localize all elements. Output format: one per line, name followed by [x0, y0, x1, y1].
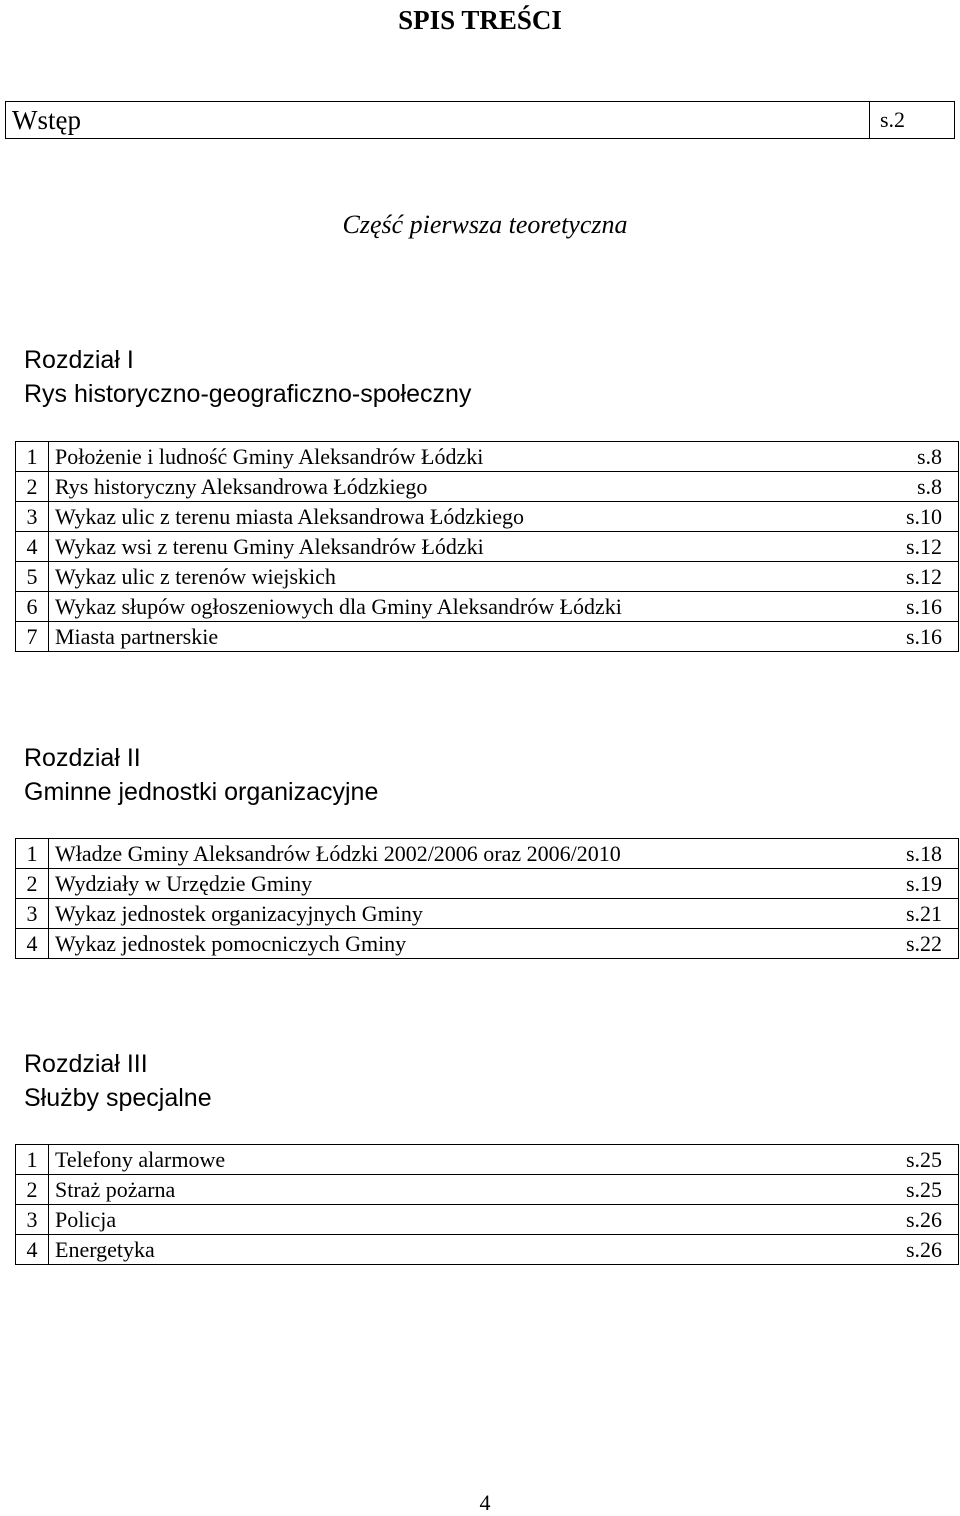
item-page: s.16 — [878, 592, 959, 622]
item-number: 2 — [16, 472, 49, 502]
table-row — [16, 869, 959, 899]
table-row — [16, 1175, 959, 1205]
item-title: Policja — [49, 1205, 879, 1235]
item-number: 3 — [16, 1205, 49, 1235]
part-title: Część pierwsza teoretyczna — [342, 210, 628, 239]
item-number: 4 — [16, 929, 49, 959]
item-page: s.10 — [878, 502, 959, 532]
chapter-3-heading: Rozdział III — [24, 1050, 148, 1078]
chapter-1-subtitle: Rys historyczno-geograficzno-społeczny — [24, 380, 472, 408]
item-title: Położenie i ludność Gminy Aleksandrów Łódzki — [49, 442, 879, 472]
intro-label: Wstęp — [6, 102, 870, 139]
item-page: s.12 — [878, 532, 959, 562]
item-title: Miasta partnerskie — [49, 622, 879, 652]
item-number: 5 — [16, 562, 49, 592]
table-row — [16, 929, 959, 959]
item-title: Wykaz jednostek organizacyjnych Gminy — [49, 899, 879, 929]
item-page: s.8 — [878, 442, 959, 472]
item-page: s.25 — [878, 1175, 959, 1205]
item-title: Wykaz ulic z terenu miasta Aleksandrowa Łódzkiego — [49, 502, 879, 532]
item-title: Władze Gminy Aleksandrów Łódzki 2002/2006 oraz 2006/2010 — [49, 839, 879, 869]
item-page: s.21 — [878, 899, 959, 929]
item-title: Rys historyczny Aleksandrowa Łódzkiego — [49, 472, 879, 502]
table-row — [16, 1205, 959, 1235]
item-page: s.16 — [878, 622, 959, 652]
item-page: s.8 — [878, 472, 959, 502]
item-number: 3 — [16, 502, 49, 532]
item-page: s.26 — [878, 1235, 959, 1265]
item-title: Wykaz ulic z terenów wiejskich — [49, 562, 879, 592]
page-title: SPIS TREŚCI — [398, 5, 562, 35]
item-number: 2 — [16, 1175, 49, 1205]
chapter-1-heading: Rozdział I — [24, 346, 134, 374]
item-page: s.26 — [878, 1205, 959, 1235]
table-row — [16, 899, 959, 929]
table-row — [16, 442, 959, 472]
table-row — [16, 562, 959, 592]
item-number: 6 — [16, 592, 49, 622]
table-row — [16, 1235, 959, 1265]
item-title: Wykaz wsi z terenu Gminy Aleksandrów Łódzki — [49, 532, 879, 562]
intro-entry — [5, 101, 955, 139]
chapter-1-table — [15, 441, 959, 652]
item-page: s.12 — [878, 562, 959, 592]
chapter-3-table — [15, 1144, 959, 1265]
item-page: s.19 — [878, 869, 959, 899]
chapter-3-subtitle: Służby specjalne — [24, 1084, 212, 1112]
item-number: 7 — [16, 622, 49, 652]
chapter-2-heading: Rozdział II — [24, 744, 141, 772]
item-number: 4 — [16, 532, 49, 562]
chapter-2-subtitle: Gminne jednostki organizacyjne — [24, 778, 379, 806]
item-number: 1 — [16, 442, 49, 472]
item-number: 1 — [16, 1145, 49, 1175]
item-number: 4 — [16, 1235, 49, 1265]
table-row — [16, 622, 959, 652]
table-row — [16, 472, 959, 502]
table-row — [16, 592, 959, 622]
item-title: Wydziały w Urzędzie Gminy — [49, 869, 879, 899]
intro-page: s.2 — [870, 102, 955, 139]
table-row — [16, 1145, 959, 1175]
chapter-2-table — [15, 838, 959, 959]
item-title: Telefony alarmowe — [49, 1145, 879, 1175]
item-number: 2 — [16, 869, 49, 899]
item-title: Straż pożarna — [49, 1175, 879, 1205]
item-title: Energetyka — [49, 1235, 879, 1265]
table-row — [16, 532, 959, 562]
table-row — [16, 502, 959, 532]
table-row — [16, 839, 959, 869]
item-title: Wykaz jednostek pomocniczych Gminy — [49, 929, 879, 959]
item-page: s.22 — [878, 929, 959, 959]
item-page: s.18 — [878, 839, 959, 869]
item-title: Wykaz słupów ogłoszeniowych dla Gminy Aleksandrów Łódzki — [49, 592, 879, 622]
item-number: 1 — [16, 839, 49, 869]
item-number: 3 — [16, 899, 49, 929]
page-number: 4 — [479, 1490, 491, 1515]
item-page: s.25 — [878, 1145, 959, 1175]
